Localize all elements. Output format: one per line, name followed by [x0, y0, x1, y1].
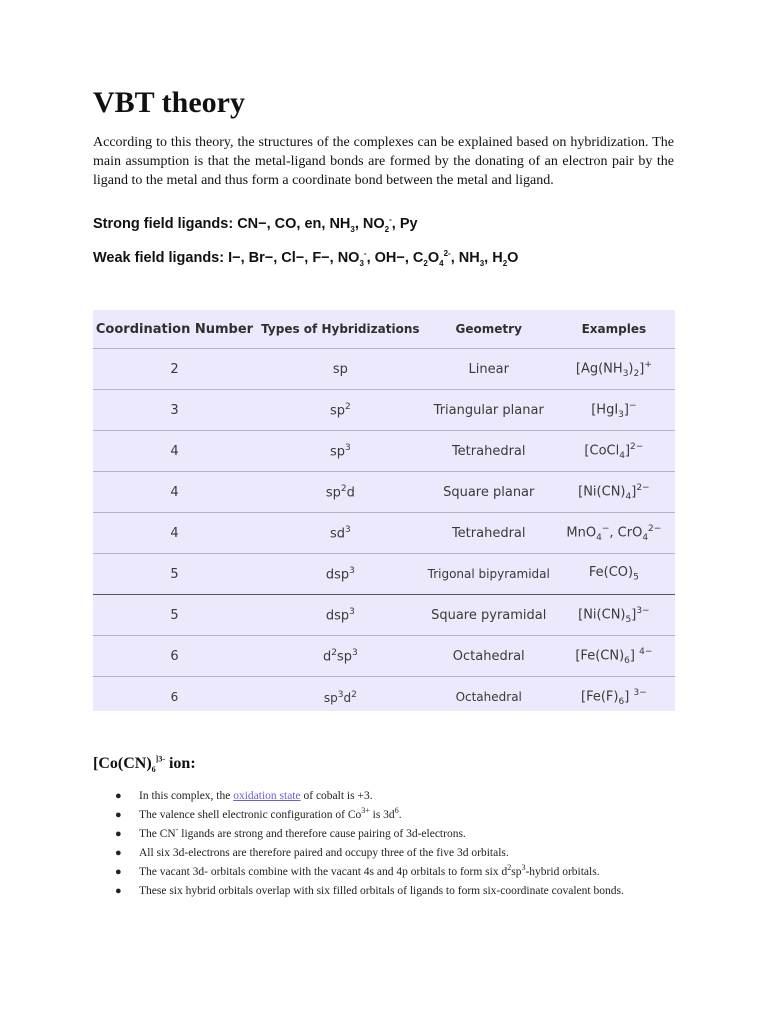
- oxidation-state-link[interactable]: oxidation state: [233, 790, 301, 802]
- cell-cn: 4: [93, 431, 256, 472]
- header-coordination-number: Coordination Number: [93, 310, 256, 349]
- cell-example: $Fe(CO)_5$: [553, 554, 675, 595]
- header-hybridization: Types of Hybridizations: [256, 310, 425, 349]
- cell-hybridization: sp: [256, 349, 425, 390]
- cell-example: $[Fe(CN)_6]$ $^{4-}$: [553, 636, 675, 677]
- cell-hybridization: $sp^2d$: [256, 472, 425, 513]
- cell-hybridization: $sp^3$: [256, 431, 425, 472]
- cell-hybridization: dsp$^3$: [256, 595, 425, 636]
- cell-cn: 3: [93, 390, 256, 431]
- cell-hybridization: $sp^2$: [256, 390, 425, 431]
- cell-geometry: Tetrahedral: [425, 513, 553, 554]
- cell-cn: 6: [170, 690, 179, 704]
- strong-field-ligands: Strong field ligands: CN−, CO, en, $NH_3$, $NO_2^-$, Py: [93, 215, 418, 234]
- cell-cn: 6: [93, 636, 256, 677]
- table-header-row: [93, 310, 675, 349]
- cell-geometry: Tetrahedral: [425, 431, 553, 472]
- cell-cn: 5: [93, 595, 256, 636]
- bullet-icon: ●: [115, 828, 122, 840]
- page-title: VBT theory: [93, 86, 245, 119]
- cell-example: $[Ag(NH_3)_2]^+$: [553, 349, 675, 390]
- bullet-icon: ●: [115, 809, 122, 821]
- list-item: ● All six 3d-electrons are therefore paired and occupy three of the five 3d orbitals.: [115, 847, 509, 859]
- ion-section-title: [$Co(CN)_6^{]3-}$ ion:: [93, 754, 196, 775]
- cell-cn: 4: [93, 472, 256, 513]
- cell-geometry: Octahedral: [425, 636, 553, 677]
- bullet-icon: ●: [115, 847, 122, 859]
- cell-geometry: Triangular planar: [425, 390, 553, 431]
- cell-geometry: Square planar: [425, 472, 553, 513]
- cell-hybridization: $sp^3d^2$: [323, 689, 357, 705]
- cell-hybridization: $d^2sp^3$: [256, 636, 425, 677]
- table-row: [93, 513, 675, 554]
- cell-geometry: Octahedral: [455, 690, 522, 704]
- table-row: [93, 636, 675, 677]
- cell-hybridization: $sd^3$: [256, 513, 425, 554]
- list-item: ● The vacant 3d- orbitals combine with the vacant 4s and 4p orbitals to form six $d^2sp^3$-hybrid orbitals.: [115, 863, 600, 878]
- list-item: ● The valence shell electronic configuration of $Co^{3+}$ is $3d^6$.: [115, 806, 402, 821]
- cell-example: [HgI$_3$]−: [553, 390, 675, 431]
- table-row: [93, 595, 675, 636]
- header-geometry: Geometry: [425, 310, 553, 349]
- intro-paragraph: According to this theory, the structures of the complexes can be explained based on hybridization. The main assumption is that the metal-ligand bonds are formed by the donating of an electron pair by the ligand to the metal and thus form a coordinate bond between the metal and ligand.: [93, 135, 674, 188]
- hybridization-table: [93, 310, 675, 711]
- cell-cn: 5: [93, 554, 256, 595]
- header-examples: Examples: [553, 310, 675, 349]
- table-row: [93, 390, 675, 431]
- bullet-icon: ●: [115, 790, 122, 802]
- cell-example: $[Ni(CN)_5]^{3-}$: [553, 595, 675, 636]
- table-row: [93, 472, 675, 513]
- list-item: ● In this complex, the oxidation state of cobalt is +3.: [115, 790, 373, 802]
- table-row: [93, 349, 675, 390]
- cell-cn: 2: [93, 349, 256, 390]
- cell-example: $[Ni(CN)_4]^{2-}$: [553, 472, 675, 513]
- cell-hybridization: dsp$^3$: [256, 554, 425, 595]
- cell-example: [CoCl$_4$]$^{2-}$: [553, 431, 675, 472]
- cell-geometry: Trigonal bipyramidal: [425, 554, 553, 595]
- list-item: ● The CN- ligands are strong and therefore cause pairing of 3d-electrons.: [115, 825, 466, 840]
- ion-bullet-list: [93, 789, 678, 903]
- cell-example: $[Fe(F)_6]$ $^{3-}$: [581, 687, 647, 707]
- cell-example: MnO$_4$−, CrO$_4^{2-}$: [553, 513, 675, 554]
- bullet-icon: ●: [115, 885, 122, 897]
- strong-field-label: Strong field ligands:: [93, 216, 234, 232]
- cell-cn: 4: [93, 513, 256, 554]
- cell-geometry: Linear: [425, 349, 553, 390]
- weak-field-ligands: Weak field ligands: I−, Br−, Cl−, F−, $NO_3^-$, OH−, $C_2O_4^{2-}$, $NH_3$, $H_2O$: [93, 249, 519, 268]
- cell-geometry: Square pyramidal: [425, 595, 553, 636]
- table-row: [93, 677, 675, 718]
- bullet-icon: ●: [115, 866, 122, 878]
- list-item: ● These six hybrid orbitals overlap with six filled orbitals of ligands to form six-coordinate covalent bonds.: [115, 885, 624, 897]
- table-row: [93, 554, 675, 595]
- weak-field-label: Weak field ligands:: [93, 250, 225, 266]
- table-row: [93, 431, 675, 472]
